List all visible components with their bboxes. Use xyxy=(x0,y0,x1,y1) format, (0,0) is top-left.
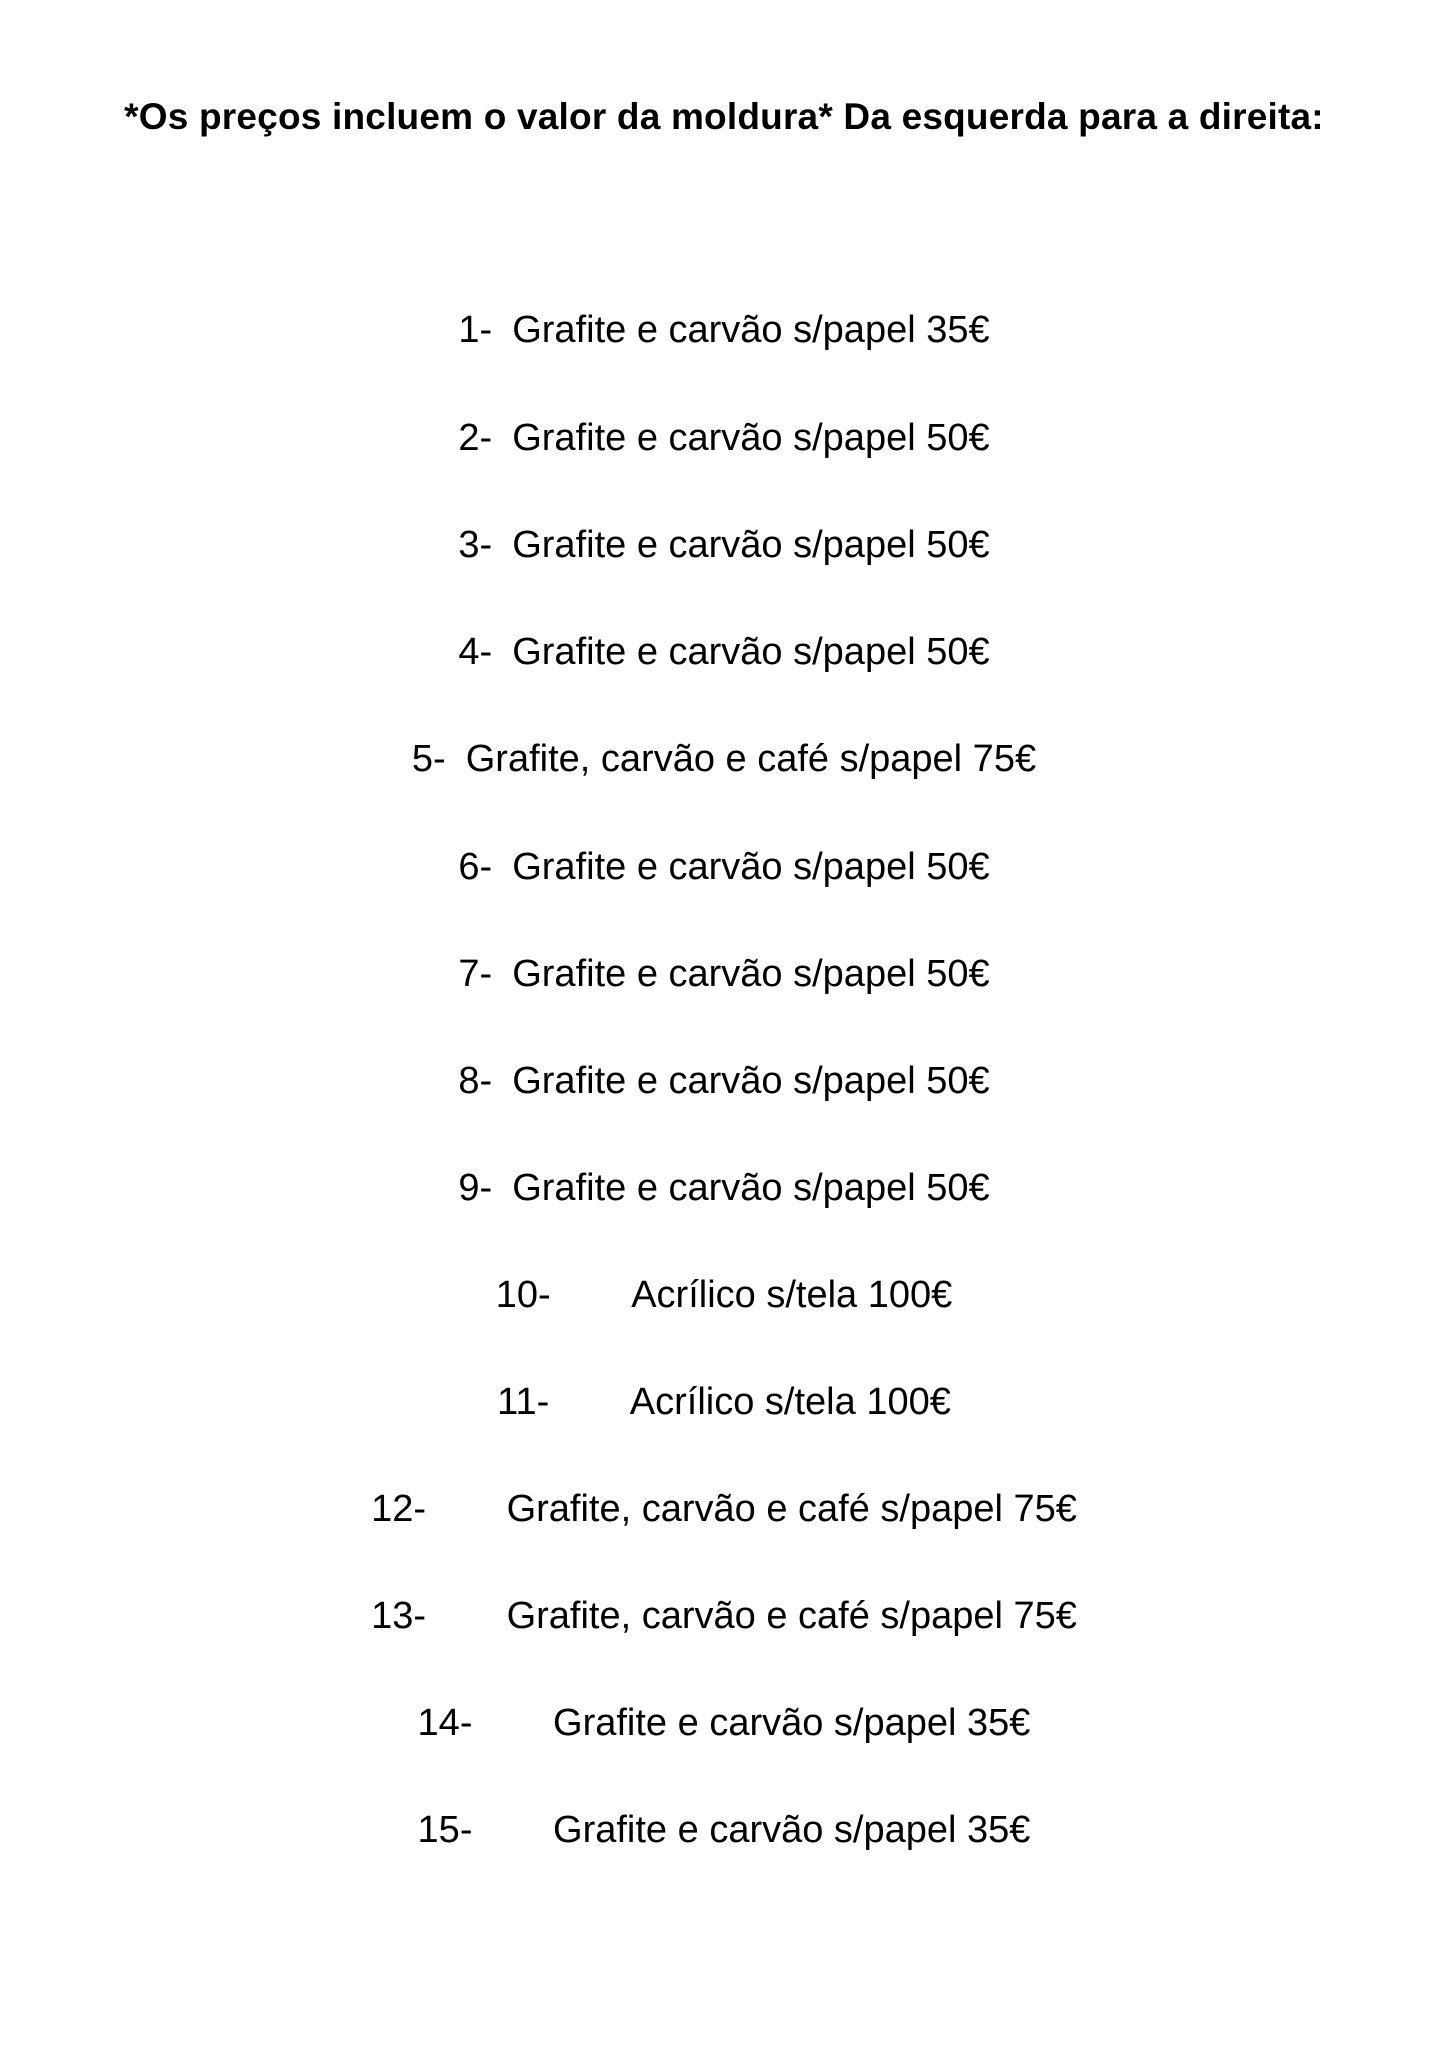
item-number: 14- xyxy=(417,1702,473,1744)
item-description: Grafite, carvão e café s/papel 75€ xyxy=(506,1488,1077,1530)
item-number: 6- xyxy=(458,846,493,888)
list-item xyxy=(0,1270,1448,1320)
item-description: Grafite, carvão e café s/papel 75€ xyxy=(506,1595,1077,1637)
item-description: Grafite e carvão s/papel 50€ xyxy=(512,631,990,673)
item-description: Grafite e carvão s/papel 50€ xyxy=(512,524,990,566)
item-description: Grafite e carvão s/papel 35€ xyxy=(512,309,990,351)
item-description: Acrílico s/tela 100€ xyxy=(629,1381,951,1423)
item-description: Grafite e carvão s/papel 50€ xyxy=(512,846,990,888)
item-number: 3- xyxy=(458,524,493,566)
list-item xyxy=(0,520,1448,570)
list-item xyxy=(0,1056,1448,1106)
item-description: Grafite e carvão s/papel 35€ xyxy=(553,1702,1031,1744)
item-number: 12- xyxy=(371,1488,426,1530)
list-item xyxy=(0,734,1448,784)
list-item xyxy=(0,413,1448,463)
list-item xyxy=(0,1163,1448,1213)
item-number: 5- xyxy=(411,738,446,780)
item-number: 11- xyxy=(497,1381,550,1423)
item-description: Grafite e carvão s/papel 50€ xyxy=(512,953,990,995)
list-item xyxy=(0,1805,1448,1855)
item-number: 9- xyxy=(458,1167,493,1209)
list-item xyxy=(0,305,1448,355)
list-item xyxy=(0,1484,1448,1534)
list-item xyxy=(0,1377,1448,1427)
item-description: Grafite e carvão s/papel 50€ xyxy=(512,1167,990,1209)
item-description: Grafite e carvão s/papel 35€ xyxy=(553,1809,1031,1851)
item-number: 13- xyxy=(371,1595,426,1637)
list-item xyxy=(0,842,1448,892)
list-item xyxy=(0,1591,1448,1641)
list-item xyxy=(0,949,1448,999)
item-number: 7- xyxy=(458,953,493,995)
list-item xyxy=(0,1698,1448,1748)
list-item xyxy=(0,627,1448,677)
item-description: Grafite, carvão e café s/papel 75€ xyxy=(465,738,1037,780)
item-number: 4- xyxy=(458,631,493,673)
item-description: Grafite e carvão s/papel 50€ xyxy=(512,1060,990,1102)
item-description: Acrílico s/tela 100€ xyxy=(631,1274,953,1316)
item-number: 2- xyxy=(458,417,493,459)
item-number: 1- xyxy=(458,309,493,351)
item-description: Grafite e carvão s/papel 50€ xyxy=(512,417,990,459)
item-number: 10- xyxy=(495,1274,551,1316)
page-heading: *Os preços incluem o valor da moldura* Da esquerda para a direita: xyxy=(124,96,1324,137)
item-number: 15- xyxy=(417,1809,473,1851)
item-number: 8- xyxy=(458,1060,493,1102)
